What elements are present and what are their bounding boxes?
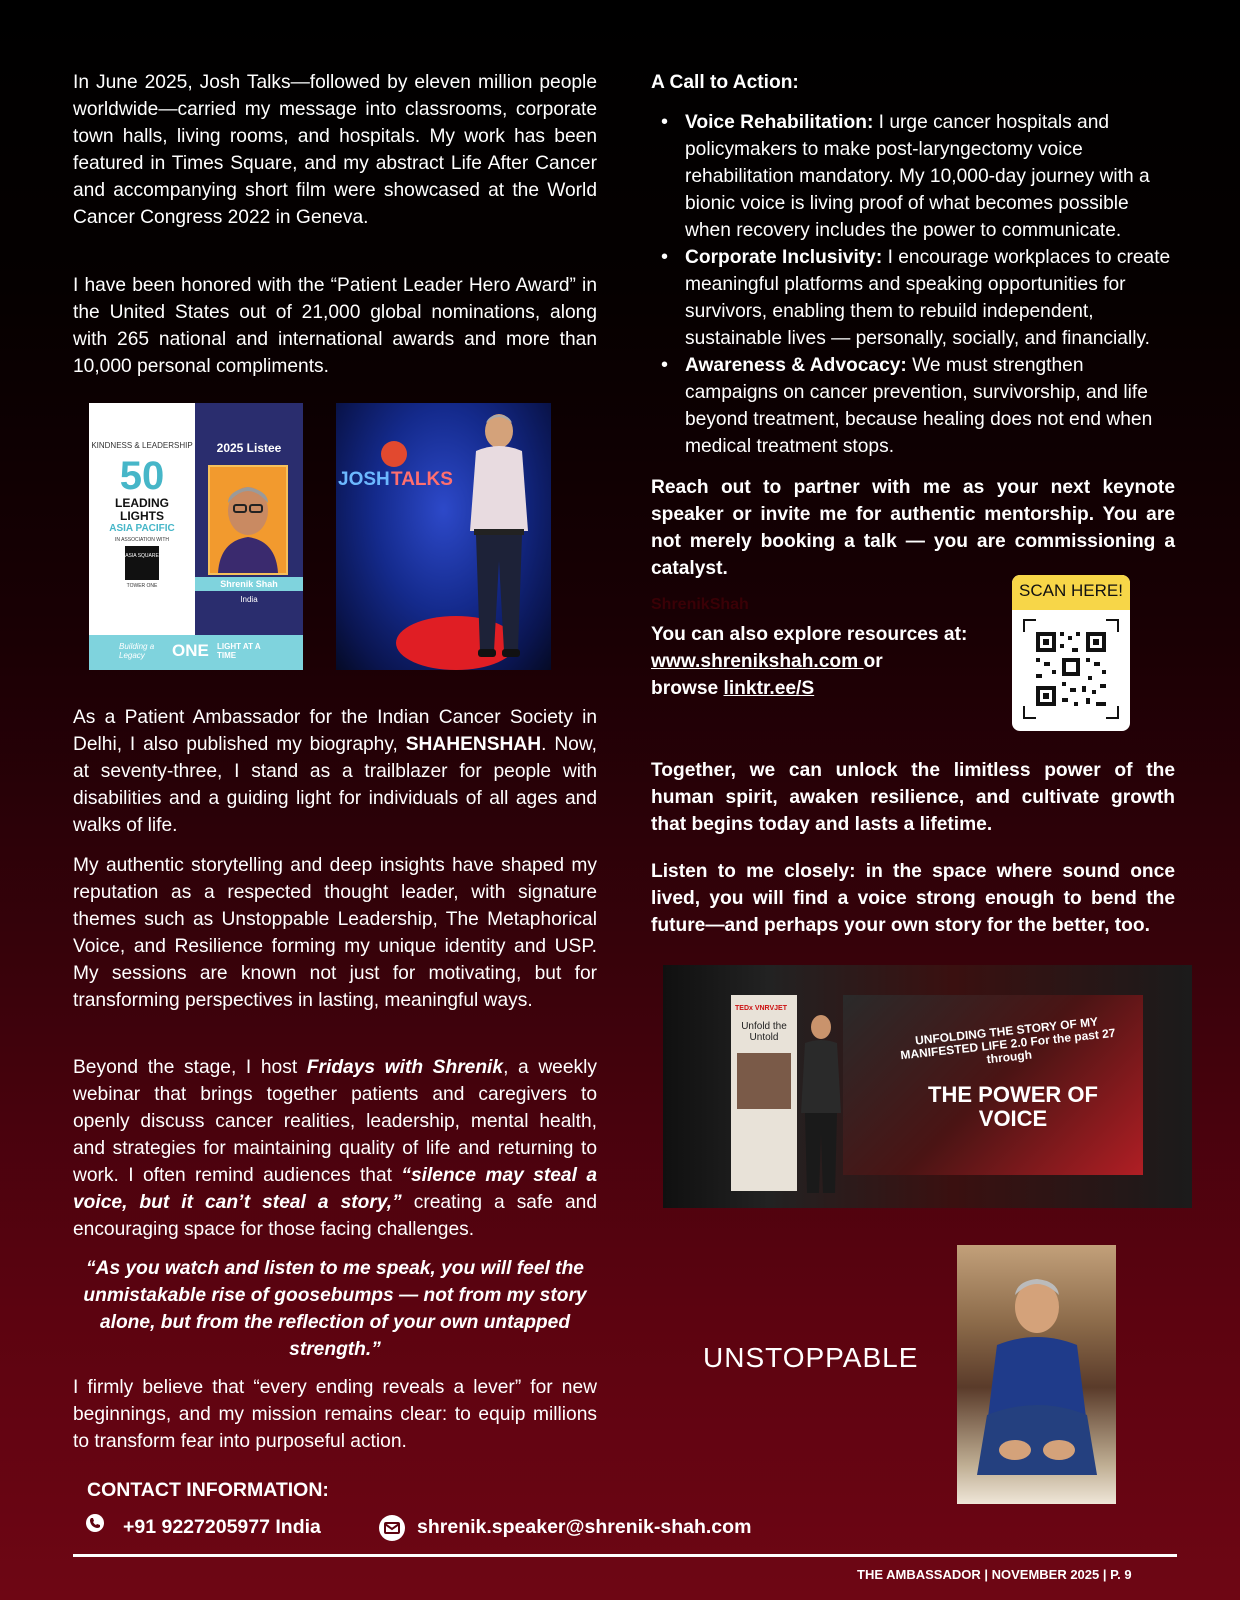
poster-photo	[208, 465, 288, 575]
josh-text: JOSH	[338, 469, 390, 490]
cta-title: A Call to Action:	[651, 72, 799, 93]
poster-country: India	[240, 595, 258, 604]
ambassador-text-b: . Now, at seventy-three, I stand as a trailblazer for people with disabilities and a guiding light for individuals of all ages and walks of life.	[73, 734, 597, 836]
cta-item-text: I urge cancer hospitals and policymakers to make post-laryngectomy voice rehabilitation mandatory. My 10,000-day journey with a bionic voice is living proof of what becomes possible when recovery includes the power to communicate.	[685, 112, 1150, 241]
webinar-paragraph	[73, 1054, 597, 1243]
poster-assoc: IN ASSOCIATION WITH	[114, 537, 170, 543]
tedx-label: TEDx VNRVJET	[735, 1005, 787, 1012]
cta-item-corporate	[651, 244, 1175, 352]
goosebumps-quote: “As you watch and listen to me speak, you will feel the unmistakable rise of goosebumps — not from my story alone, but from the reflection of your own untapped strength.”	[83, 1258, 587, 1360]
poster-footer-one: ONE	[172, 641, 209, 660]
webinar-name: Fridays with Shrenik	[306, 1057, 504, 1078]
poster-footer-light: LIGHT AT A TIME	[217, 642, 261, 660]
footer-divider	[73, 1554, 1177, 1557]
call-to-action	[651, 69, 1175, 460]
poster-left-panel	[89, 403, 195, 635]
webinar-text-a: Beyond the stage, I host	[73, 1057, 307, 1078]
cta-item-voice	[651, 109, 1175, 244]
email-address[interactable]: shrenik.speaker@shrenik-shah.com	[417, 1516, 752, 1538]
cta-list	[651, 109, 1175, 460]
poster-leading: LEADING	[115, 496, 169, 510]
banner-portrait	[737, 1053, 791, 1109]
cta-item-label: Voice Rehabilitation:	[685, 112, 874, 133]
poster-kindness-label: KINDNESS & LEADERSHIP	[91, 441, 193, 450]
phone-number[interactable]: +91 9227205977 India	[123, 1516, 321, 1538]
browse-text: browse	[651, 678, 724, 699]
linktree-link[interactable]: linktr.ee/S	[723, 678, 815, 699]
storytelling-paragraph: My authentic storytelling and deep insights have shaped my reputation as a respected thought leader, with signature themes such as Unstoppable Leadership, The Metaphorical Voice, and Resilience forming my unique identity and USP. My sessions are known not just for motivating, but for transforming perspectives in lasting, meaningful ways.	[73, 855, 597, 1011]
poster-right-panel	[195, 403, 303, 635]
webinar-text-b: , a weekly webinar that brings together patients and caregivers to openly discuss cancer realities, leadership, mental health, and strategies for maintaining quality of life and returning to work. I often remind audiences that	[73, 1057, 597, 1186]
together-paragraph: Together, we can unlock the limitless power of the human spirit, awaken resilience, and cultivate growth that begins today and lasts a lifetime.	[651, 760, 1175, 835]
hidden-name-text: ShrenikShah	[651, 596, 749, 613]
stage-speaker-icon	[791, 1013, 851, 1203]
cta-item-label: Awareness & Advocacy:	[685, 355, 907, 376]
ambassador-text-a: As a Patient Ambassador for the Indian Cancer Society in Delhi, I also published my biography,	[73, 707, 597, 755]
cta-item-label: Corporate Inclusivity:	[685, 247, 883, 268]
poster-number: 50	[119, 454, 165, 498]
awards-paragraph: I have been honored with the “Patient Leader Hero Award” in the United States out of 21,000 global nominations, along with 265 national and international awards and more than 10,000 personal compliments.	[73, 275, 597, 377]
tedx-stage-photo	[663, 965, 1192, 1208]
contact-title: CONTACT INFORMATION:	[87, 1479, 329, 1501]
qr-header	[1012, 575, 1130, 610]
poster-footer	[89, 635, 303, 670]
poster-lights: LIGHTS	[120, 509, 164, 523]
biography-title: SHAHENSHAH	[405, 734, 542, 755]
unfold-label: Unfold the Untold	[741, 1021, 787, 1043]
tedx-banner	[731, 995, 797, 1191]
silence-quote: “silence may steal a voice, but it can’t steal a story,”	[73, 1165, 597, 1213]
cta-item-awareness	[651, 352, 1175, 460]
seated-person-icon	[957, 1245, 1116, 1504]
seated-portrait-photo	[957, 1245, 1116, 1504]
cta-item-text: We must strengthen campaigns on cancer prevention, survivorship, and life beyond treatment, because healing does not end when medical treatment stops.	[685, 355, 1153, 457]
leading-lights-poster	[89, 403, 303, 670]
qr-card[interactable]	[1012, 575, 1130, 731]
scan-here-label: SCAN HERE!	[1019, 581, 1123, 600]
mission-paragraph: I firmly believe that “every ending reveals a lever” for new beginnings, and my mission remains clear: to equip millions to transform fear into purposeful action.	[73, 1377, 597, 1452]
poster-tower: TOWER ONE	[126, 583, 158, 589]
website-link[interactable]: www.shrenikshah.com	[651, 651, 864, 672]
ambassador-paragraph	[73, 704, 597, 839]
webinar-text-c: creating a safe and encouraging space for those facing challenges.	[73, 1192, 597, 1240]
footer-page-info: THE AMBASSADOR | NOVEMBER 2025 | P. 9	[857, 1567, 1132, 1582]
poster-listee: 2025 Listee	[216, 441, 282, 455]
josh-talks-photo	[336, 403, 551, 670]
cta-item-text: I encourage workplaces to create meaningful platforms and speaking opportunities for survivors, enabling them to rebuild independent, sustainable lives — personally, socially, and financially.	[685, 247, 1171, 349]
qr-code-icon	[1022, 618, 1120, 720]
reach-out-paragraph: Reach out to partner with me as your next keynote speaker or invite me for authentic mentorship. You are not merely booking a talk — you are commissioning a catalyst.	[651, 477, 1175, 579]
asia-square-logo: ASIA SQUARE	[125, 546, 159, 580]
speaker-figure-icon	[454, 411, 544, 661]
listen-paragraph: Listen to me closely: in the space where sound once lived, you will find a voice strong enough to bend the future—and perhaps your own story for the better, too.	[651, 861, 1175, 936]
explore-block	[651, 621, 991, 702]
phone-icon	[85, 1513, 105, 1533]
josh-talks-logo-icon	[381, 441, 407, 467]
stage-headline: UNFOLDING THE STORY OF MY MANIFESTED LIFE 2.0 For the past 27 through	[899, 1014, 1117, 1067]
explore-text: You can also explore resources at:	[651, 624, 968, 645]
talks-text: TALKS	[391, 469, 453, 490]
power-of-voice-text: THE POWER OF VOICE	[928, 1082, 1098, 1131]
intro-paragraph: In June 2025, Josh Talks—followed by eleven million people worldwide—carried my message into classrooms, corporate town halls, living rooms, and hospitals. My work has been featured in Times Square, and my abstract Life After Cancer and accompanying short film were showcased at the World Cancer Congress 2022 in Geneva.	[73, 72, 597, 228]
stage-screen	[843, 995, 1143, 1175]
email-icon	[378, 1514, 406, 1542]
poster-footer-building: Building a Legacy	[119, 642, 155, 660]
poster-region: ASIA PACIFIC	[109, 523, 175, 534]
portrait-silhouette-icon	[210, 467, 286, 573]
unstoppable-logo: UNSTOPPABLE	[703, 1342, 919, 1373]
or-text: or	[863, 651, 883, 672]
poster-name-bar: Shrenik Shah	[195, 577, 303, 591]
